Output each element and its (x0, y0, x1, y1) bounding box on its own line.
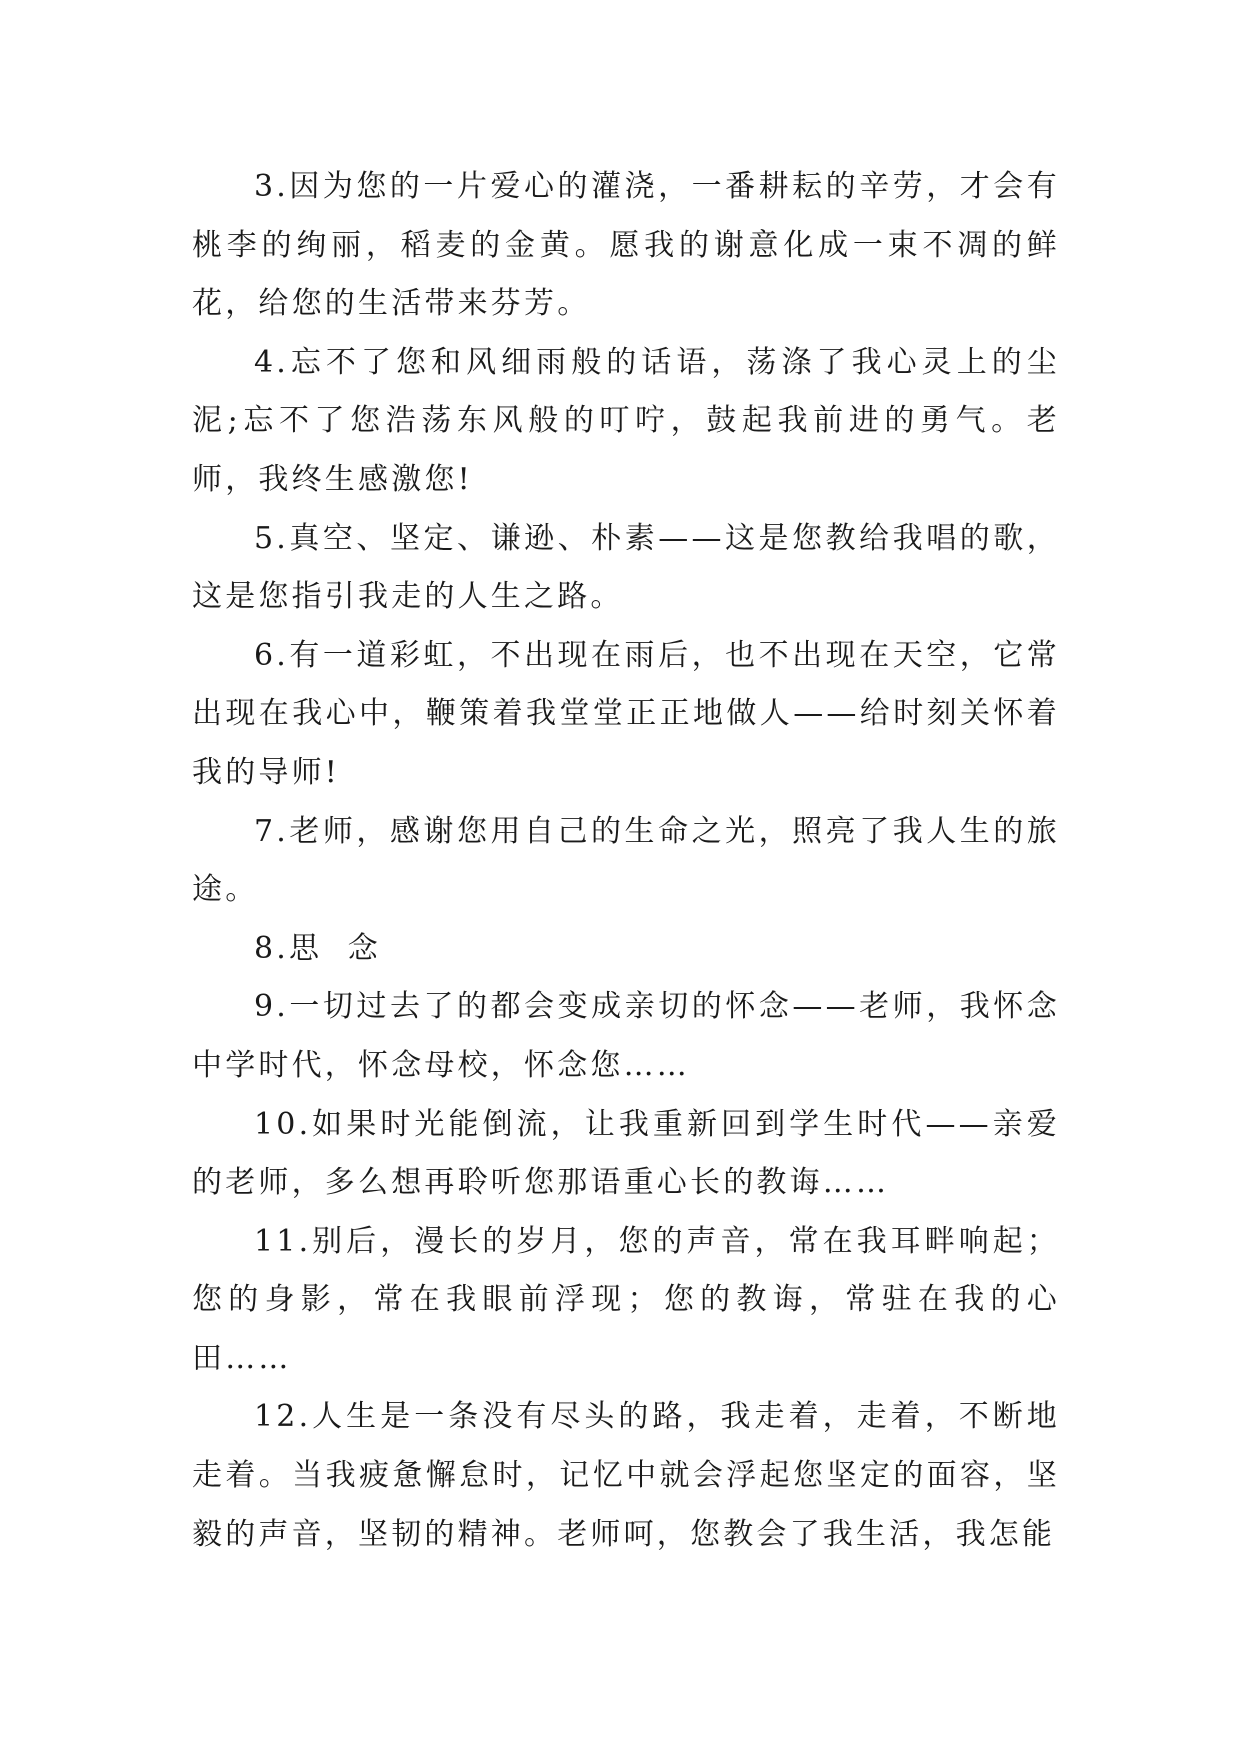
paragraph-3: 3.因为您的一片爱心的灌浇，一番耕耘的辛劳，才会有桃李的绚丽，稻麦的金黄。愿我的谢意化成一束不凋的鲜花，给您的生活带来芬芳。 (192, 169, 1060, 322)
paragraph-11: 11.别后，漫长的岁月，您的声音，常在我耳畔响起；您的身影，常在我眼前浮现；您的教诲，常驻在我的心田…… (192, 1223, 1060, 1376)
paragraph-4: 4.忘不了您和风细雨般的话语，荡涤了我心灵上的尘泥;忘不了您浩荡东风般的叮咛，鼓起我前进的勇气。老师，我终生感激您! (192, 344, 1060, 497)
paragraph-8: 8.思 念 (254, 930, 381, 966)
document-body (192, 158, 1060, 1564)
paragraph-7: 7.老师，感谢您用自己的生命之光，照亮了我人生的旅途。 (192, 813, 1060, 908)
paragraph-6: 6.有一道彩虹，不出现在雨后，也不出现在天空，它常出现在我心中，鞭策着我堂堂正正地做人——给时刻关怀着我的导师! (192, 637, 1060, 790)
paragraph-12: 12.人生是一条没有尽头的路，我走着，走着，不断地走着。当我疲惫懈怠时，记忆中就会浮起您坚定的面容，坚毅的声音，坚韧的精神。老师呵，您教会了我生活，我怎能 (192, 1399, 1060, 1552)
paragraph-10: 10.如果时光能倒流，让我重新回到学生时代——亲爱的老师，多么想再聆听您那语重心长的教诲…… (192, 1106, 1060, 1201)
paragraph-9: 9.一切过去了的都会变成亲切的怀念——老师，我怀念中学时代，怀念母校，怀念您…… (192, 989, 1060, 1083)
paragraph-5: 5.真空、坚定、谦逊、朴素——这是您教给我唱的歌，这是您指引我走的人生之路。 (192, 520, 1060, 615)
